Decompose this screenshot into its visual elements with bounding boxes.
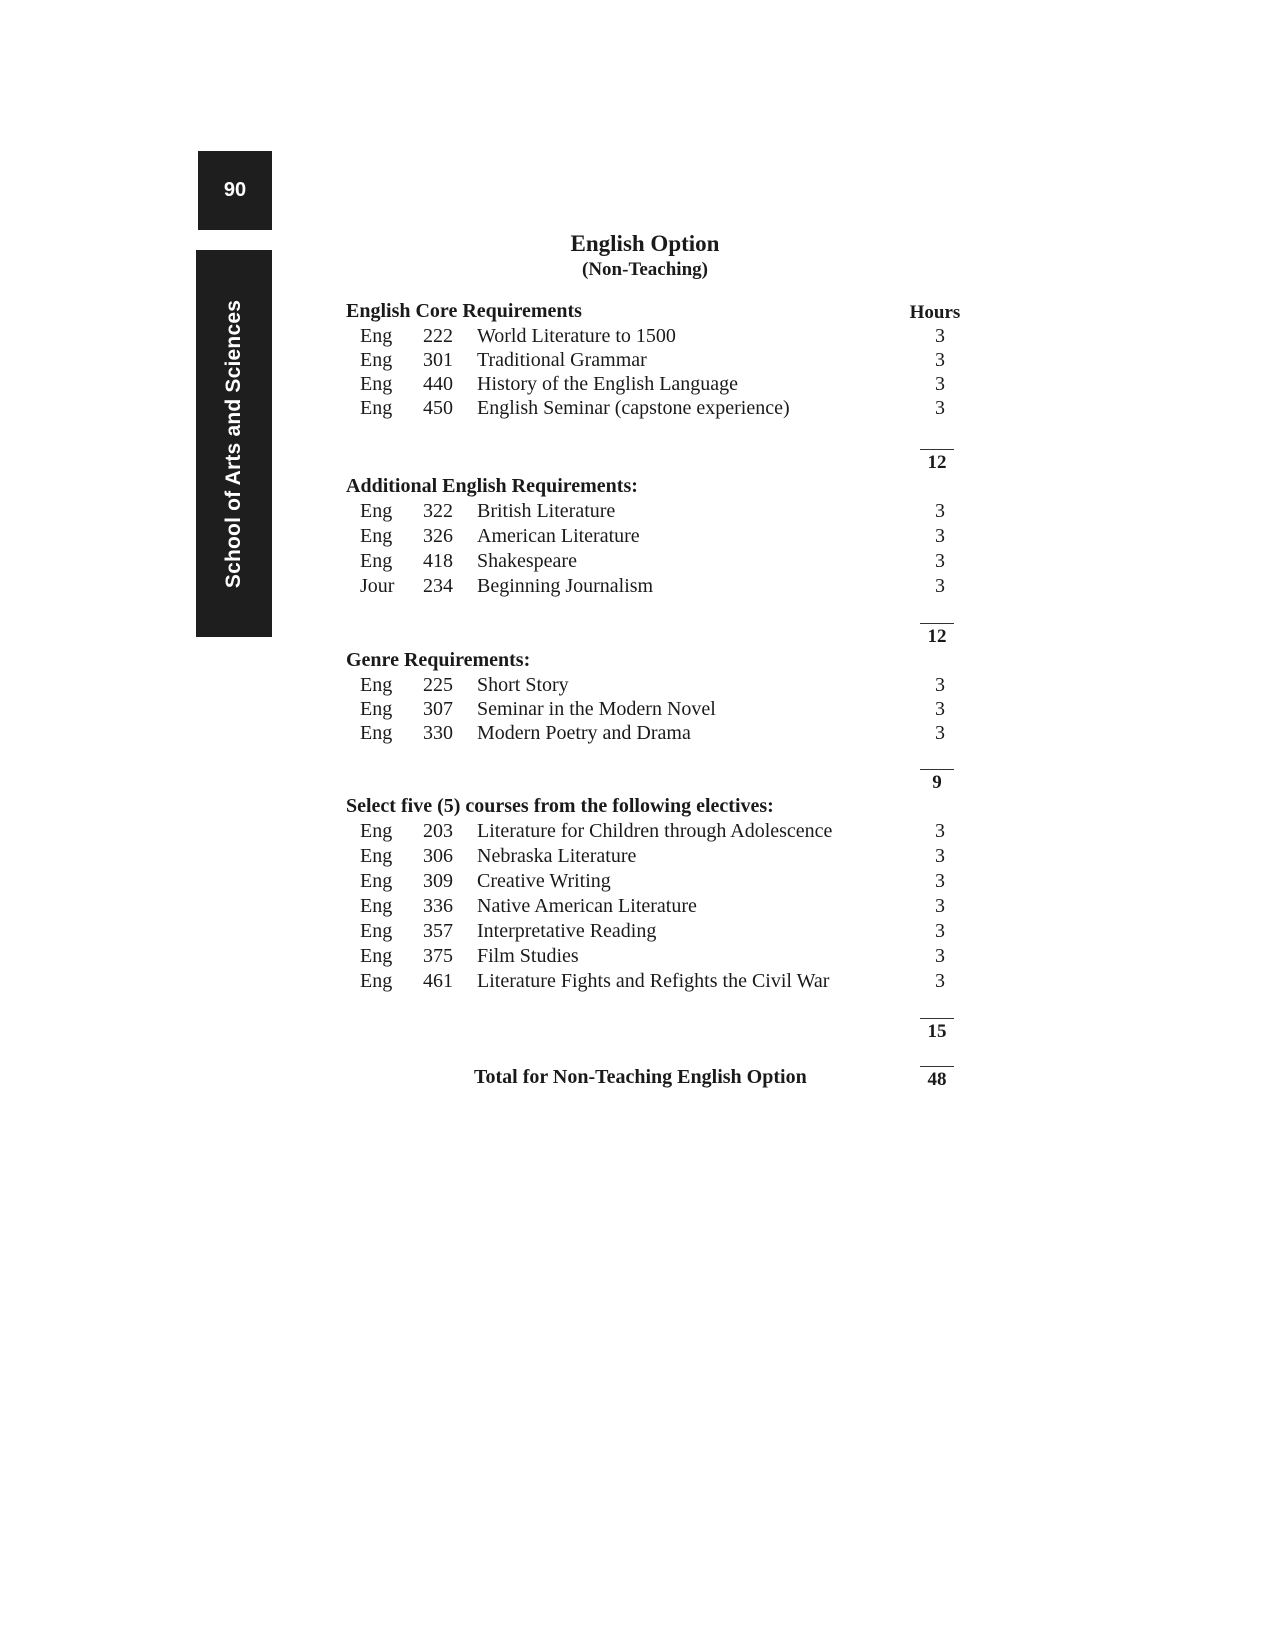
course-dept: Jour <box>360 575 395 597</box>
section-subtotal: 12 <box>920 623 954 648</box>
course-title: Film Studies <box>477 945 579 967</box>
course-title: Traditional Grammar <box>477 349 647 371</box>
section-heading: English Core Requirements <box>346 300 582 322</box>
course-title: Native American Literature <box>477 895 697 917</box>
course-dept: Eng <box>360 945 393 967</box>
course-dept: Eng <box>360 920 393 942</box>
course-number: 326 <box>423 525 453 547</box>
course-number: 234 <box>423 575 453 597</box>
section-heading: Additional English Requirements: <box>346 475 638 497</box>
course-dept: Eng <box>360 698 393 720</box>
course-number: 461 <box>423 970 453 992</box>
course-hours: 3 <box>935 674 945 696</box>
course-hours: 3 <box>935 722 945 744</box>
hours-column-header: Hours <box>909 302 961 323</box>
page-subtitle: (Non-Teaching) <box>582 259 708 280</box>
course-title: Shakespeare <box>477 550 577 572</box>
course-title: Literature for Children through Adolescence <box>477 820 833 842</box>
course-dept: Eng <box>360 970 393 992</box>
course-number: 440 <box>423 373 453 395</box>
page-title: English Option <box>570 231 720 256</box>
course-dept: Eng <box>360 674 393 696</box>
section-subtotal: 12 <box>920 449 954 474</box>
course-number: 322 <box>423 500 453 522</box>
course-title: Interpretative Reading <box>477 920 657 942</box>
course-dept: Eng <box>360 895 393 917</box>
course-row <box>360 945 950 969</box>
course-title: World Literature to 1500 <box>477 325 676 347</box>
course-title: Nebraska Literature <box>477 845 637 867</box>
section-tab-label: School of Arts and Sciences <box>222 299 245 588</box>
course-dept: Eng <box>360 550 393 572</box>
course-row <box>360 500 950 524</box>
course-title: Beginning Journalism <box>477 575 654 597</box>
course-row <box>360 698 950 722</box>
course-dept: Eng <box>360 397 393 419</box>
course-hours: 3 <box>935 325 945 347</box>
course-row <box>360 325 950 349</box>
course-title: Seminar in the Modern Novel <box>477 698 716 720</box>
course-row <box>360 349 950 373</box>
course-number: 225 <box>423 674 453 696</box>
course-dept: Eng <box>360 525 393 547</box>
course-number: 301 <box>423 349 453 371</box>
course-row <box>360 674 950 698</box>
section-heading: Genre Requirements: <box>346 649 531 671</box>
course-dept: Eng <box>360 722 393 744</box>
section-tab <box>196 250 272 637</box>
course-hours: 3 <box>935 895 945 917</box>
total-value: 48 <box>920 1066 954 1091</box>
section-subtotal: 15 <box>920 1018 954 1043</box>
course-number: 418 <box>423 550 453 572</box>
course-hours: 3 <box>935 525 945 547</box>
course-hours: 3 <box>935 550 945 572</box>
course-hours: 3 <box>935 920 945 942</box>
course-hours: 3 <box>935 575 945 597</box>
course-title: English Seminar (capstone experience) <box>477 397 790 419</box>
course-number: 306 <box>423 845 453 867</box>
course-hours: 3 <box>935 500 945 522</box>
course-row <box>360 970 950 994</box>
course-row <box>360 920 950 944</box>
course-hours: 3 <box>935 970 945 992</box>
course-row <box>360 895 950 919</box>
course-dept: Eng <box>360 373 393 395</box>
course-number: 203 <box>423 820 453 842</box>
course-hours: 3 <box>935 373 945 395</box>
course-dept: Eng <box>360 325 393 347</box>
course-dept: Eng <box>360 870 393 892</box>
course-row <box>360 397 950 421</box>
course-row <box>360 820 950 844</box>
course-number: 357 <box>423 920 453 942</box>
course-dept: Eng <box>360 845 393 867</box>
course-row <box>360 550 950 574</box>
course-number: 375 <box>423 945 453 967</box>
section-subtotal: 9 <box>920 769 954 794</box>
course-row <box>360 870 950 894</box>
course-row <box>360 525 950 549</box>
section-heading: Select five (5) courses from the following electives: <box>346 795 774 817</box>
course-hours: 3 <box>935 349 945 371</box>
course-title: Creative Writing <box>477 870 611 892</box>
course-row <box>360 722 950 746</box>
course-dept: Eng <box>360 820 393 842</box>
course-number: 309 <box>423 870 453 892</box>
course-title: British Literature <box>477 500 616 522</box>
course-dept: Eng <box>360 349 393 371</box>
page-number: 90 <box>223 179 247 201</box>
course-title: American Literature <box>477 525 640 547</box>
course-title: Literature Fights and Refights the Civil War <box>477 970 830 992</box>
course-dept: Eng <box>360 500 393 522</box>
course-hours: 3 <box>935 845 945 867</box>
course-number: 450 <box>423 397 453 419</box>
course-title: History of the English Language <box>477 373 739 395</box>
course-title: Short Story <box>477 674 569 696</box>
course-number: 330 <box>423 722 453 744</box>
course-row <box>360 373 950 397</box>
course-hours: 3 <box>935 870 945 892</box>
course-hours: 3 <box>935 820 945 842</box>
course-title: Modern Poetry and Drama <box>477 722 691 744</box>
page-number-tab <box>198 151 272 230</box>
course-hours: 3 <box>935 397 945 419</box>
course-hours: 3 <box>935 945 945 967</box>
total-label: Total for Non-Teaching English Option <box>474 1066 807 1088</box>
course-number: 222 <box>423 325 453 347</box>
course-number: 307 <box>423 698 453 720</box>
course-number: 336 <box>423 895 453 917</box>
course-hours: 3 <box>935 698 945 720</box>
course-row <box>360 575 950 599</box>
course-row <box>360 845 950 869</box>
